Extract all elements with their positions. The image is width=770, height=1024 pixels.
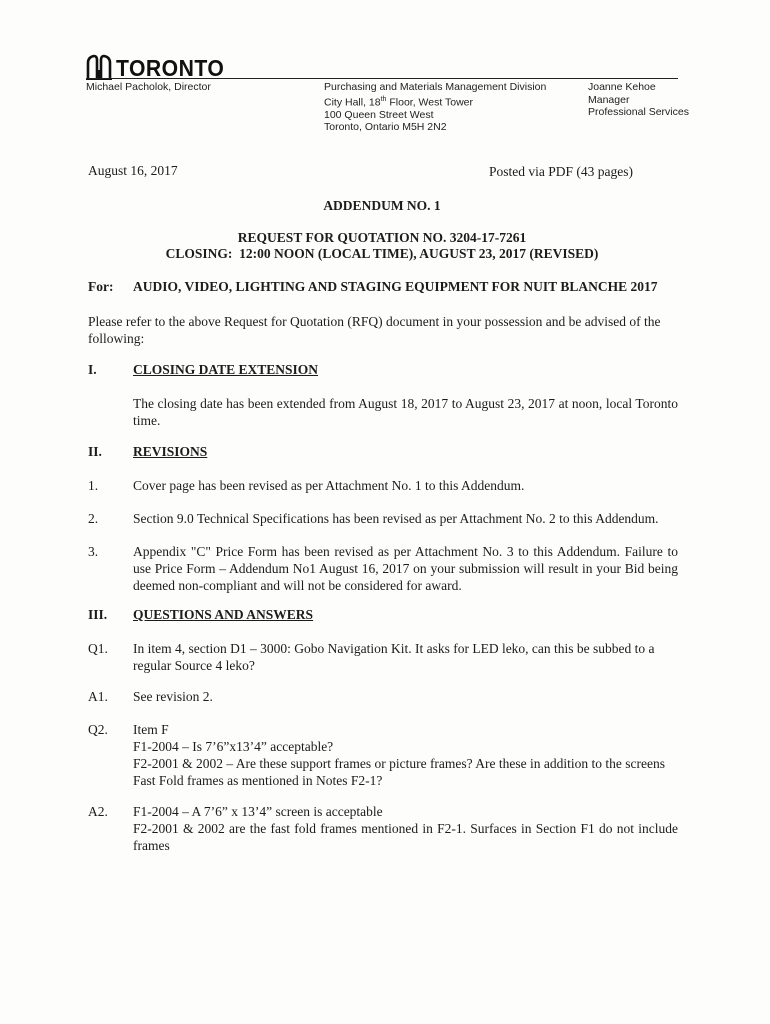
qa-text: F2-2001 & 2002 – Are these support frames or picture frames? Are these in addition to the screens Fast Fold frames as mentioned in Notes F2-1?: [133, 756, 665, 788]
revision-text: Cover page has been revised as per Attachment No. 1 to this Addendum.: [133, 478, 525, 493]
header-rule: [86, 78, 678, 79]
project-title: AUDIO, VIDEO, LIGHTING AND STAGING EQUIPMENT FOR NUIT BLANCHE 2017: [133, 279, 658, 294]
revision-number: 2.: [88, 511, 99, 526]
logo-wordmark: TORONTO: [116, 55, 225, 81]
document-date: August 16, 2017: [88, 163, 178, 178]
contact-title: Manager: [588, 93, 630, 106]
division-line: Purchasing and Materials Management Division: [324, 81, 547, 93]
contact-name: Joanne Kehoe: [588, 81, 656, 93]
section-heading-revisions: REVISIONS: [133, 444, 208, 459]
closing-date-text: The closing date has been extended from August 18, 2017 to August 23, 2017 at noon, local Toronto time.: [133, 396, 678, 428]
city-hall-icon: [86, 54, 112, 80]
closing-line: CLOSING: 12:00 NOON (LOCAL TIME), AUGUST 23, 2017 (REVISED): [165, 246, 599, 261]
qa-text-block: [133, 721, 678, 789]
section-heading-qa: QUESTIONS AND ANSWERS: [133, 607, 314, 622]
revision-text: Appendix "C" Price Form has been revised as per Attachment No. 3 to this Addendum. Failure to use Price Form – Addendum No1 August 16, 2017 on your submission will result in your Bid being deemed non-compliant and will not be considered for award.: [133, 544, 678, 593]
revision-number: 3.: [88, 544, 99, 559]
qa-text: See revision 2.: [133, 689, 213, 704]
qa-text-block: [133, 803, 678, 854]
for-label: For:: [88, 279, 114, 294]
qa-text: F2-2001 & 2002 are the fast fold frames mentioned in F2-1. Surfaces in Section F1 do not include frames: [133, 821, 678, 853]
rfq-number: REQUEST FOR QUOTATION NO. 3204-17-7261: [237, 230, 527, 245]
section-heading-closing-date: CLOSING DATE EXTENSION: [133, 362, 319, 377]
qa-label: A2.: [88, 804, 108, 819]
section-number: I.: [88, 362, 97, 377]
intro-paragraph: Please refer to the above Request for Quotation (RFQ) document in your possession and be advised of the following:: [88, 314, 661, 346]
qa-label: Q1.: [88, 641, 108, 656]
city-logo: [86, 44, 234, 80]
division-line: Toronto, Ontario M5H 2N2: [324, 121, 447, 133]
contact-department: Professional Services: [588, 106, 689, 118]
revision-text: Section 9.0 Technical Specifications has been revised as per Attachment No. 2 to this Addendum.: [133, 511, 659, 526]
qa-text: F1-2004 – Is 7’6”x13’4” acceptable?: [133, 739, 334, 754]
contact-block: [588, 81, 708, 119]
division-address: [324, 81, 564, 134]
section-number: III.: [88, 607, 108, 622]
section-number: II.: [88, 444, 102, 459]
division-line: City Hall, 18th Floor, West Tower: [324, 95, 474, 108]
posting-note: Posted via PDF (43 pages): [489, 164, 633, 179]
qa-label: Q2.: [88, 722, 108, 737]
addendum-title: ADDENDUM NO. 1: [323, 198, 441, 213]
qa-text: Item F: [133, 722, 169, 737]
division-line: 100 Queen Street West: [324, 108, 434, 121]
director-name: Michael Pacholok, Director: [86, 81, 211, 93]
qa-text: In item 4, section D1 – 3000: Gobo Navigation Kit. It asks for LED leko, can this be subbed to a regular Source 4 leko?: [133, 641, 655, 673]
qa-text: F1-2004 – A 7’6” x 13’4” screen is acceptable: [133, 804, 383, 819]
revision-number: 1.: [88, 478, 99, 493]
qa-label: A1.: [88, 689, 108, 704]
